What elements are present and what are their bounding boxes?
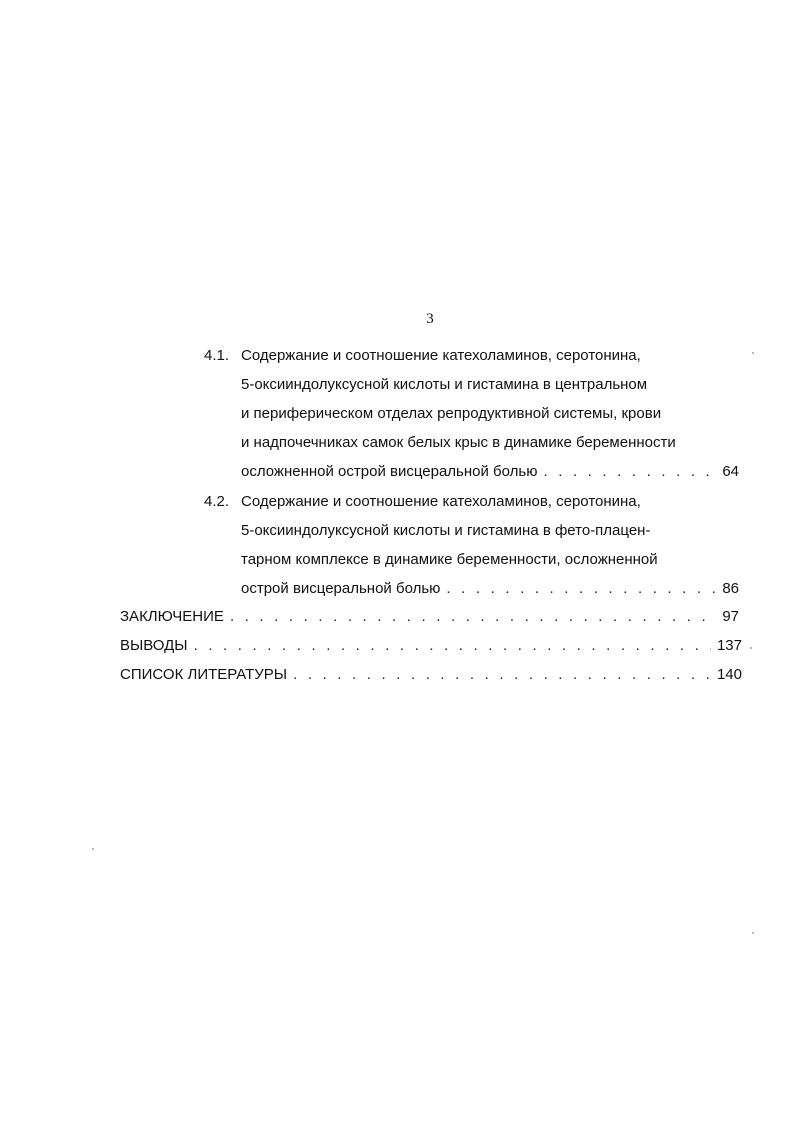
toc-entry-findings (120, 636, 742, 656)
entry-title: СПИСОК ЛИТЕРАТУРЫ (120, 666, 288, 683)
section-title-line: и периферическом отделах репродуктивной системы, крови (241, 405, 662, 422)
section-number: 4.2. (204, 493, 230, 510)
section-title-line: и надпочечниках самок белых крыс в динамике беременности (241, 434, 676, 451)
section-title-line: 5-оксииндолуксусной кислоты и гистамина в центральном (241, 376, 648, 393)
toc-entry-conclusion (120, 607, 739, 627)
dot-leader (446, 579, 716, 599)
dot-leader (230, 607, 716, 627)
scan-speck (752, 932, 754, 934)
page-ref: 64 (722, 463, 739, 480)
page-number: 3 (426, 311, 434, 327)
section-title-line: Содержание и соотношение катехоламинов, серотонина, (241, 493, 641, 510)
section-title-line: тарном комплексе в динамике беременности, осложненной (241, 551, 658, 568)
scan-speck (752, 352, 754, 354)
entry-title: ЗАКЛЮЧЕНИЕ (120, 608, 224, 625)
section-number: 4.1. (204, 347, 230, 364)
section-title-line: 5-оксииндолуксусной кислоты и гистамина в фето-плацен- (241, 522, 651, 539)
page-ref: 86 (722, 580, 739, 597)
scan-speck (92, 848, 94, 850)
toc-leader-row (241, 462, 739, 482)
page-ref: 140 (716, 666, 742, 683)
scan-speck (750, 647, 752, 649)
toc-leader-row (241, 579, 739, 599)
dot-leader (543, 462, 716, 482)
page-ref: 137 (716, 637, 742, 654)
dot-leader (293, 665, 711, 685)
entry-title: ВЫВОДЫ (120, 637, 188, 654)
section-title-line: осложненной острой висцеральной болью (241, 463, 538, 480)
section-title-line: Содержание и соотношение катехоламинов, серотонина, (241, 347, 641, 364)
toc-entry-references (120, 665, 742, 685)
section-title-line: острой висцеральной болью (241, 580, 441, 597)
page-ref: 97 (722, 608, 739, 625)
dot-leader (194, 636, 711, 656)
